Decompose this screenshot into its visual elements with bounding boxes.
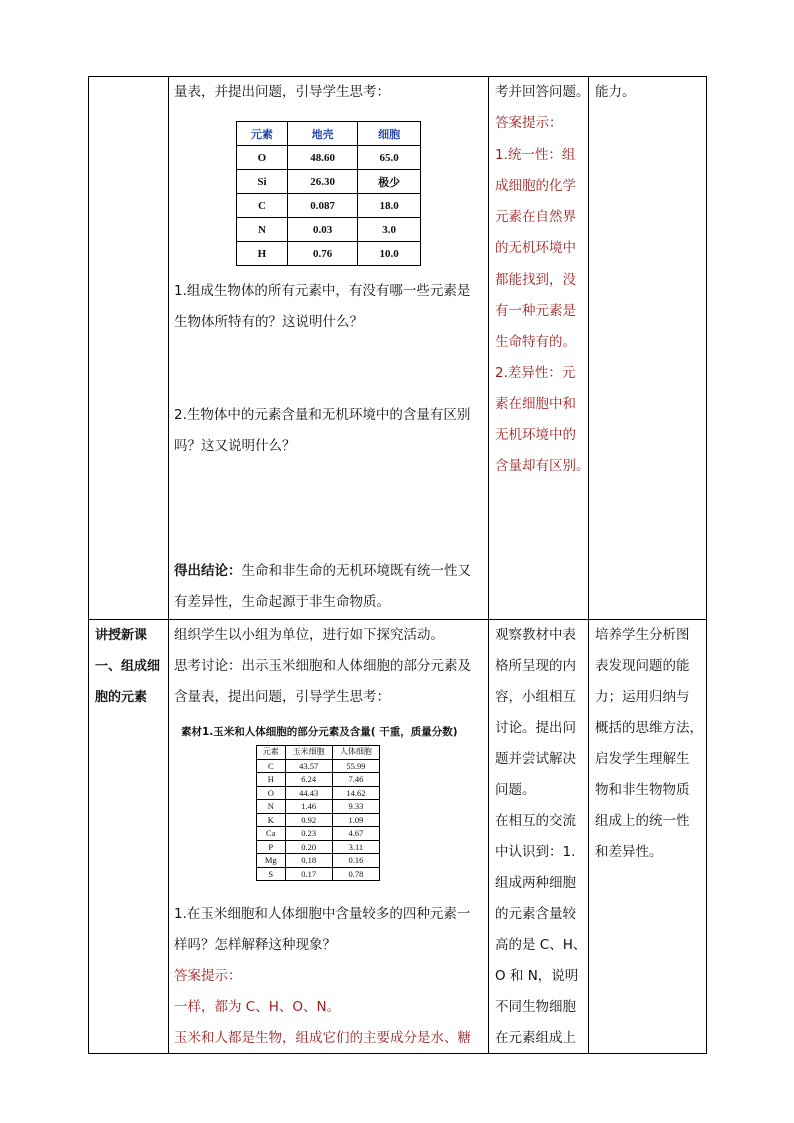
conclusion-label: 得出结论：	[174, 563, 242, 579]
table-row	[237, 146, 421, 170]
student-activity-line: 在元素组成上	[495, 1030, 576, 1046]
table-cell: 4.67	[332, 827, 379, 841]
table-header-cell: 元素	[237, 122, 288, 146]
answer-hint-line: 有一种元素是	[495, 303, 576, 319]
section-heading-line: 讲授新课	[95, 628, 148, 643]
table-cell: P	[257, 840, 286, 854]
table-row	[257, 827, 380, 841]
table-cell: 10.0	[358, 242, 421, 266]
section-heading-line: 一、组成细	[95, 659, 161, 674]
table-row	[237, 170, 421, 194]
table-cell: 极少	[358, 170, 421, 194]
answer-hint-line: 2.差异性：元	[495, 365, 576, 381]
discussion-line-1: 思考讨论：出示玉米细胞和人体细胞的部分元素及	[174, 658, 471, 674]
table-cell: 1.46	[285, 800, 332, 814]
student-activity-line: O 和 N，说明	[495, 968, 579, 984]
answer-hint-line: 无机环境中的	[495, 427, 576, 443]
table-cell: 0.23	[285, 827, 332, 841]
student-activity-line: 在相互的交流	[495, 813, 576, 829]
row2-answer-line-1: 一样，都为 C、H、O、N。	[174, 999, 341, 1015]
activity-instruction: 组织学生以小组为单位，进行如下探究活动。	[174, 627, 444, 643]
table-cell: 18.0	[358, 194, 421, 218]
column-divider-2	[488, 76, 489, 1054]
student-activity-line: 高的是 C、H、	[495, 937, 587, 953]
answer-hint-line: 元素在自然界	[495, 209, 576, 225]
table-cell: 44.43	[285, 786, 332, 800]
student-activity-line: 的元素含量较	[495, 906, 576, 922]
table-row	[257, 840, 380, 854]
table-cell: Si	[237, 170, 288, 194]
student-activity-line: 讨论。提出问	[495, 720, 576, 736]
table-header-cell: 元素	[257, 746, 286, 760]
table-row	[257, 867, 380, 881]
table-cell: 0.76	[287, 242, 358, 266]
conclusion-line-2: 有差异性，生命起源于非生命物质。	[174, 594, 390, 610]
table-cell: S	[257, 867, 286, 881]
table-cell: 0.92	[285, 813, 332, 827]
table-cell: 0.18	[285, 854, 332, 868]
student-activity-line: 组成两种细胞	[495, 875, 576, 891]
table-cell: 65.0	[358, 146, 421, 170]
table-cell: C	[257, 759, 286, 773]
answer-hint-line: 的无机环境中	[495, 240, 576, 256]
student-activity-text: 考并回答问题。	[495, 84, 590, 100]
table-cell: 0.03	[287, 218, 358, 242]
student-activity-line: 中认识到：1.	[495, 844, 576, 860]
table-cell: 55.99	[332, 759, 379, 773]
table-cell: 48.60	[287, 146, 358, 170]
design-intent-line: 启发学生理解生	[595, 751, 690, 767]
discussion-line-2: 含量表，提出问题，引导学生思考：	[174, 689, 390, 705]
design-intent-line: 和差异性。	[595, 844, 663, 860]
answer-hint-line: 都能找到，没	[495, 272, 576, 288]
design-intent-line: 物和非生物物质	[595, 782, 690, 798]
design-intent-line: 表发现问题的能	[595, 658, 690, 674]
table-cell: 1.09	[332, 813, 379, 827]
answer-hint-line: 素在细胞中和	[495, 396, 576, 412]
table-cell: 43.57	[285, 759, 332, 773]
conclusion-line-1	[174, 556, 471, 587]
table-cell: 6.24	[285, 773, 332, 787]
table-header-cell: 玉米细胞	[285, 746, 332, 760]
question-1-line-2: 生物体所特有的？这说明什么？	[174, 314, 363, 330]
student-activity-line: 格所呈现的内	[495, 658, 576, 674]
table-row	[257, 786, 380, 800]
corn-human-element-table	[256, 745, 380, 881]
table-cell: O	[257, 786, 286, 800]
table-row	[257, 854, 380, 868]
answer-hint-line: 含量却有区别。	[495, 458, 590, 474]
column-divider-3	[588, 76, 589, 1054]
table-cell: Mg	[257, 854, 286, 868]
table-header-cell: 人体细胞	[332, 746, 379, 760]
table-cell: 9.33	[332, 800, 379, 814]
table-cell: H	[237, 242, 288, 266]
student-activity-line: 问题。	[495, 782, 536, 798]
table-right-border	[706, 76, 707, 1054]
answer-hint-line: 成细胞的化学	[495, 178, 576, 194]
design-intent-line: 力；运用归纳与	[595, 689, 690, 705]
table-header-cell: 细胞	[358, 122, 421, 146]
table-cell: 7.46	[332, 773, 379, 787]
table-cell: K	[257, 813, 286, 827]
table-cell: 0.087	[287, 194, 358, 218]
intro-text: 量表，并提出问题，引导学生思考：	[174, 84, 390, 100]
table-row	[257, 813, 380, 827]
table-left-border	[88, 76, 89, 1054]
design-intent-line: 组成上的统一性	[595, 813, 690, 829]
table-row	[237, 242, 421, 266]
student-activity-line: 不同生物细胞	[495, 999, 576, 1015]
table-cell: N	[257, 800, 286, 814]
answer-hint-line: 1.统一性：组	[495, 147, 576, 163]
question-2-line-2: 吗？这又说明什么？	[174, 438, 296, 454]
table-cell: 26.30	[287, 170, 358, 194]
row2-answer-hint-label: 答案提示：	[174, 968, 242, 984]
table-row	[237, 218, 421, 242]
material-table-caption: 素材1.玉米和人体细胞的部分元素及含量( 干重，质量分数)	[181, 726, 458, 738]
table-row	[257, 759, 380, 773]
design-intent-line: 培养学生分析图	[595, 627, 690, 643]
element-content-table	[236, 121, 421, 266]
table-cell: 0.20	[285, 840, 332, 854]
question-1-line-1: 1.组成生物体的所有元素中，有没有哪一些元素是	[174, 283, 471, 299]
table-header-row	[257, 746, 380, 760]
column-divider-1	[168, 76, 169, 1054]
table-cell: 3.0	[358, 218, 421, 242]
table-cell: O	[237, 146, 288, 170]
row2-question-1-line-1: 1.在玉米细胞和人体细胞中含量较多的四种元素一	[174, 906, 471, 922]
table-cell: 0.78	[332, 867, 379, 881]
table-cell: 0.17	[285, 867, 332, 881]
student-activity-line: 题并尝试解决	[495, 751, 576, 767]
table-cell: 0.16	[332, 854, 379, 868]
table-cell: N	[237, 218, 288, 242]
student-activity-line: 容，小组相互	[495, 689, 576, 705]
table-cell: C	[237, 194, 288, 218]
row2-question-1-line-2: 样吗？怎样解释这种现象？	[174, 937, 336, 953]
table-cell: 14.62	[332, 786, 379, 800]
section-heading-line: 胞的元素	[95, 690, 148, 705]
table-row	[257, 773, 380, 787]
question-2-line-1: 2.生物体中的元素含量和无机环境中的含量有区别	[174, 407, 471, 423]
table-cell: H	[257, 773, 286, 787]
conclusion-text: 生命和非生命的无机环境既有统一性又	[241, 563, 471, 579]
design-intent-text: 能力。	[595, 84, 636, 100]
answer-hint-label: 答案提示：	[495, 115, 563, 131]
student-activity-line: 观察教材中表	[495, 627, 576, 643]
table-cell: 3.11	[332, 840, 379, 854]
answer-hint-line: 生命特有的。	[495, 334, 576, 350]
table-header-cell: 地壳	[287, 122, 358, 146]
table-cell: Ca	[257, 827, 286, 841]
table-row	[237, 194, 421, 218]
table-row	[257, 800, 380, 814]
design-intent-line: 概括的思维方法，	[595, 720, 703, 736]
row2-answer-line-2: 玉米和人都是生物，组成它们的主要成分是水、糖	[174, 1030, 471, 1046]
table-header-row	[237, 122, 421, 146]
